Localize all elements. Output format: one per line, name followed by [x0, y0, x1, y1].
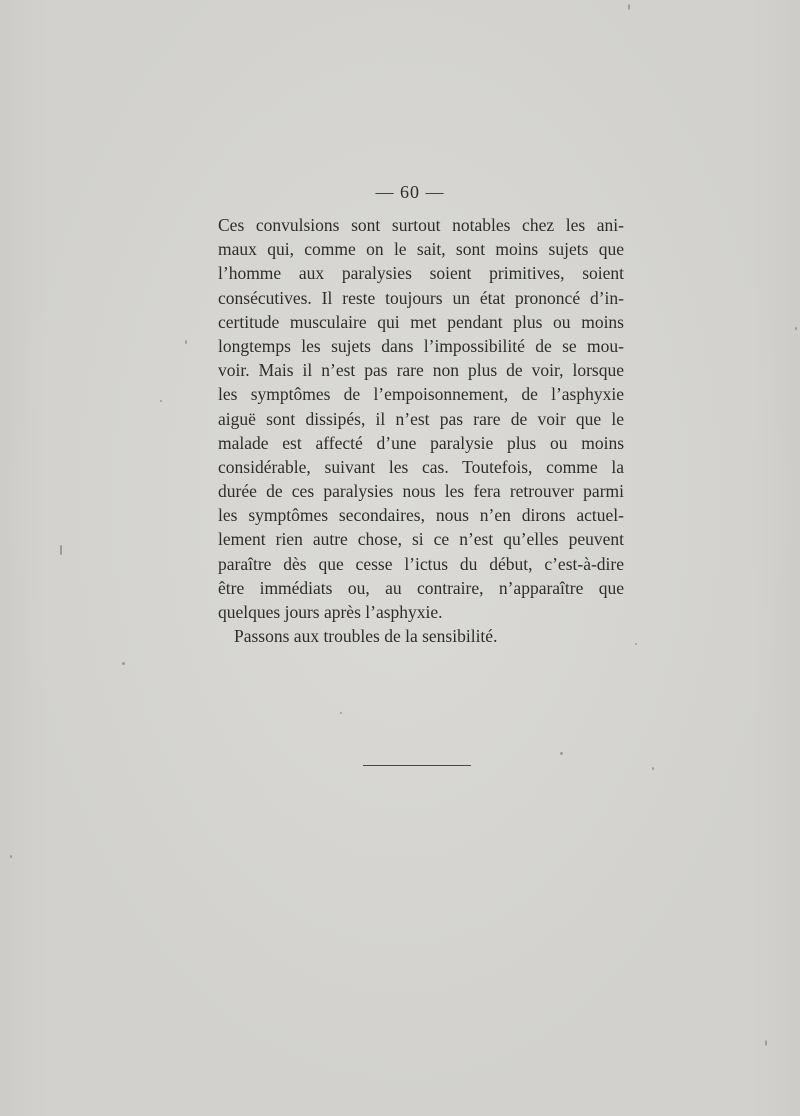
text-line: les symptômes secondaires, nous n’en dirons actuel-: [218, 505, 624, 526]
paper-speck: [122, 662, 125, 665]
paper-speck: [10, 855, 12, 858]
paper-speck: [628, 4, 630, 10]
text-line: paraître dès que cesse l’ictus du début, c’est-à-dire: [218, 553, 624, 574]
text-line: considérable, suivant les cas. Toutefois, comme la: [218, 456, 624, 477]
text-line: voir. Mais il n’est pas rare non plus de voir, lorsque: [218, 360, 624, 381]
text-line: maux qui, comme on le sait, sont moins sujets que: [218, 239, 624, 260]
text-line: aiguë sont dissipés, il n’est pas rare de voir que le: [218, 408, 624, 429]
paper-speck: [795, 327, 797, 330]
text-line: les symptômes de l’empoisonnement, de l’asphyxie: [218, 384, 624, 405]
page-number: — 60 —: [375, 182, 445, 202]
paper-speck: [635, 643, 637, 645]
paper-speck: [560, 752, 563, 755]
text-line: être immédiats ou, au contraire, n’apparaître que: [218, 577, 624, 598]
text-line: malade est affecté d’une paralysie plus ou moins: [218, 432, 624, 453]
text-line: durée de ces paralysies nous les fera retrouver parmi: [218, 481, 624, 502]
paper-speck: [160, 400, 162, 402]
paper-speck: [765, 1040, 767, 1046]
text-line: Ces convulsions sont surtout notables chez les ani-: [218, 215, 624, 235]
paper-speck: [60, 545, 62, 555]
paper-speck: [652, 767, 654, 770]
text-line: certitude musculaire qui met pendant plus ou moins: [218, 311, 624, 332]
text-line: lement rien autre chose, si ce n’est qu’elles peuvent: [218, 529, 624, 550]
text-line-paragraph-start: Passons aux troubles de la sensibilité.: [234, 626, 498, 647]
text-line-paragraph-end: quelques jours après l’asphyxie.: [218, 602, 443, 622]
text-line: longtemps les sujets dans l’impossibilité de se mou-: [218, 335, 624, 356]
paper-speck: [185, 340, 187, 344]
body-paragraphs: [218, 213, 624, 648]
text-line: l’homme aux paralysies soient primitives, soient: [218, 263, 624, 284]
section-divider-rule: [363, 765, 471, 766]
text-line: consécutives. Il reste toujours un état prononcé d’in-: [218, 287, 624, 308]
paper-speck: [340, 712, 342, 714]
